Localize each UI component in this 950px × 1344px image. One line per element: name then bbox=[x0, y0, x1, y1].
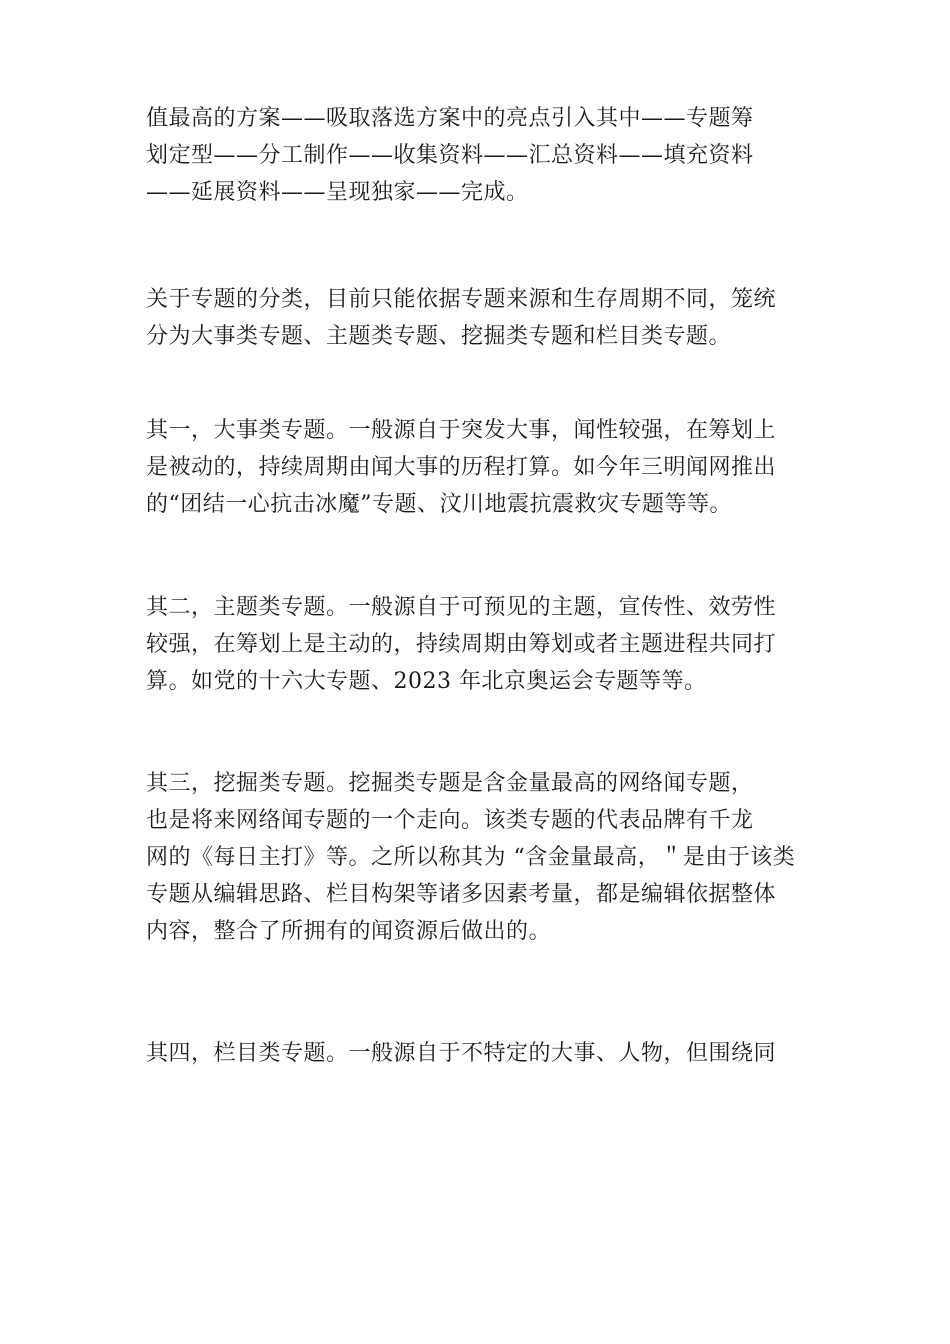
paragraph-workflow bbox=[146, 100, 836, 211]
text-line: 算。如党的十六大专题、2023 年北京奥运会专题等等。 bbox=[146, 669, 707, 694]
paragraph-classification bbox=[146, 281, 836, 355]
text-line: ——延展资料——呈现独家——完成。 bbox=[146, 180, 529, 205]
text-line: 内容，整合了所拥有的闻资源后做出的。 bbox=[146, 919, 552, 944]
text-line: 值最高的方案——吸取落选方案中的亮点引入其中——专题筹 bbox=[146, 106, 754, 131]
text-line: 其三，挖掘类专题。挖掘类专题是含金量最高的网络闻专题， bbox=[146, 771, 754, 796]
text-line: 其一，大事类专题。一般源自于突发大事，闻性较强，在筹划上 bbox=[146, 418, 777, 443]
text-line: 其四，栏目类专题。一般源自于不特定的大事、人物，但围绕同 bbox=[146, 1041, 777, 1066]
text-line: 专题从编辑思路、栏目构架等诸多因素考量，都是编辑依据整体 bbox=[146, 882, 777, 907]
paragraph-theme-topics bbox=[146, 589, 836, 700]
paragraph-mining-topics bbox=[146, 765, 836, 950]
text-line: 较强，在筹划上是主动的，持续周期由筹划或者主题进程共同打 bbox=[146, 632, 777, 657]
paragraph-event-topics bbox=[146, 412, 836, 523]
text-line: 划定型——分工制作——收集资料——汇总资料——填充资料 bbox=[146, 143, 754, 168]
text-line: 是被动的，持续周期由闻大事的历程打算。如今年三明闻网推出 bbox=[146, 455, 777, 480]
paragraph-column-topics bbox=[146, 1035, 836, 1072]
text-line: 其二，主题类专题。一般源自于可预见的主题，宣传性、效劳性 bbox=[146, 595, 777, 620]
text-line: 也是将来网络闻专题的一个走向。该类专题的代表品牌有千龙 bbox=[146, 808, 754, 833]
text-line: 的“团结一心抗击冰魔”专题、汶川地震抗震救灾专题等等。 bbox=[146, 492, 732, 517]
text-line: 分为大事类专题、主题类专题、挖掘类专题和栏目类专题。 bbox=[146, 324, 732, 349]
text-line: 网的《每日主打》等。之所以称其为 “含金量最高，＂是由于该类 bbox=[146, 845, 796, 870]
text-line: 关于专题的分类，目前只能依据专题来源和生存周期不同，笼统 bbox=[146, 287, 777, 312]
